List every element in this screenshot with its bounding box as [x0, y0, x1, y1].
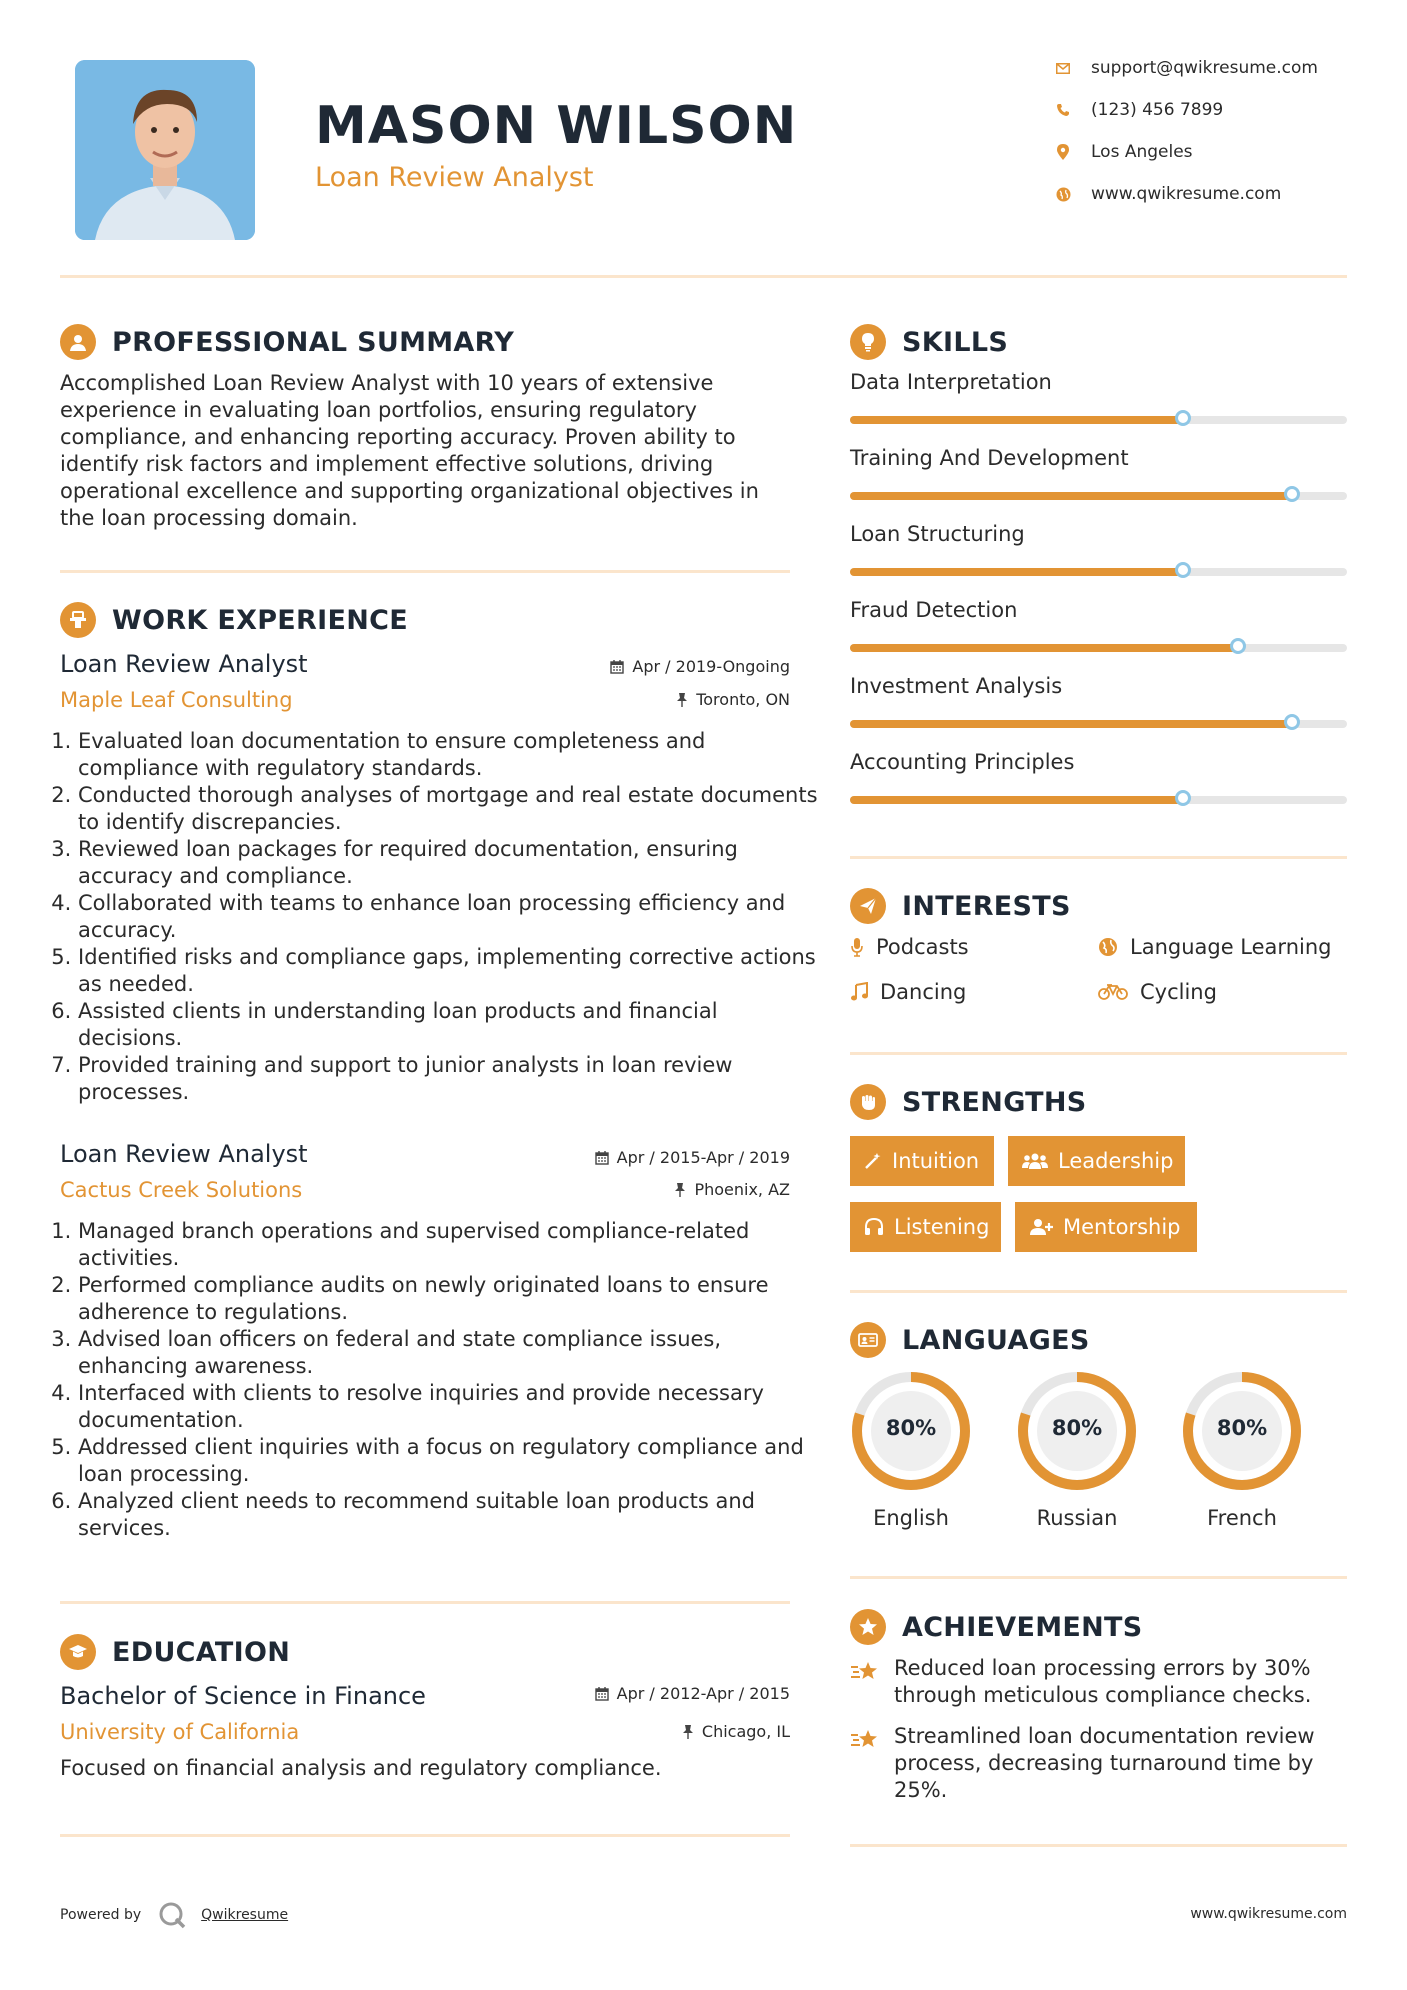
user-icon — [60, 324, 96, 360]
contact-website-text: www.qwikresume.com — [1091, 184, 1282, 204]
strengths-heading — [850, 1084, 1087, 1120]
calendar-icon — [595, 1151, 609, 1165]
strength-label: Intuition — [892, 1149, 980, 1173]
summary-text: Accomplished Loan Review Analyst with 10 years of extensive experience in evaluating loan portfolios, ensuring regulatory compliance, and enhancing reporting accuracy. Proven ability to identify risk factors and implement effective solutions, driving operational excellence and supporting organizational objectives in the loan processing domain. — [60, 371, 759, 530]
paper-plane-icon — [850, 888, 886, 924]
education-title: EDUCATION — [112, 1636, 291, 1668]
job-2-location-text: Phoenix, AZ — [694, 1180, 790, 1199]
experience-heading — [60, 602, 408, 638]
skill-bar-fill — [850, 796, 1183, 804]
job-2-duty: 3. Advised loan officers on federal and state compliance issues, enhancing awareness. — [78, 1326, 818, 1380]
skill-bar-knob — [1284, 714, 1300, 730]
education-degree: Bachelor of Science in Finance — [60, 1682, 426, 1710]
contact-phone-text: (123) 456 7899 — [1091, 100, 1224, 120]
interests-heading — [850, 888, 1071, 924]
skill-bar — [850, 644, 1347, 652]
job-1-duty: 4. Collaborated with teams to enhance loan processing efficiency and accuracy. — [78, 890, 818, 944]
job-1-location-text: Toronto, ON — [696, 690, 790, 709]
envelope-icon — [1055, 60, 1071, 76]
interest-podcasts — [850, 935, 969, 959]
interests-divider — [850, 1052, 1347, 1055]
job-2-title: Loan Review Analyst — [60, 1140, 308, 1168]
bicycle-icon — [1098, 983, 1128, 1001]
job-2-duty: 4. Interfaced with clients to resolve inquiries and provide necessary documentation. — [78, 1380, 818, 1434]
job-2-duty: 5. Addressed client inquiries with a focus on regulatory compliance and loan processing. — [78, 1434, 818, 1488]
strength-intuition — [850, 1136, 994, 1186]
job-2-dates-text: Apr / 2015-Apr / 2019 — [616, 1148, 790, 1167]
education-dates — [595, 1684, 790, 1703]
language-percent: 80% — [1216, 1416, 1268, 1440]
job-1-dates — [610, 657, 790, 676]
globe-icon — [1055, 186, 1071, 202]
job-1-duty: 3. Reviewed loan packages for required documentation, ensuring accuracy and compliance. — [78, 836, 818, 890]
achievement-text: Streamlined loan documentation review process, decreasing turnaround time by 25%. — [894, 1724, 1315, 1802]
skill-label: Fraud Detection — [850, 598, 1018, 622]
achievement-item — [850, 1723, 1347, 1804]
skill-bar-fill — [850, 568, 1183, 576]
interests-title: INTERESTS — [902, 890, 1071, 922]
job-1-duty: 1. Evaluated loan documentation to ensure completeness and compliance with regulatory standards. — [78, 728, 818, 782]
skill-bar-fill — [850, 416, 1183, 424]
languages-divider — [850, 1576, 1347, 1579]
headphones-icon — [864, 1218, 884, 1236]
strength-label: Listening — [894, 1215, 990, 1239]
skill-bar — [850, 720, 1347, 728]
candidate-name: MASON WILSON — [315, 96, 798, 156]
interest-label: Language Learning — [1130, 935, 1332, 959]
job-1-duty: 2. Conducted thorough analyses of mortgage and real estate documents to identify discrepancies. — [78, 782, 818, 836]
skill-bar-knob — [1175, 410, 1191, 426]
contact-website[interactable] — [1055, 184, 1281, 204]
qwikresume-logo-icon — [157, 1900, 187, 1930]
strength-label: Mentorship — [1063, 1215, 1181, 1239]
contact-location-text: Los Angeles — [1091, 142, 1193, 162]
skills-title: SKILLS — [902, 326, 1009, 358]
brand-link[interactable]: Qwikresume — [201, 1907, 289, 1923]
language-name: Russian — [1036, 1506, 1118, 1530]
job-1-duty: 6. Assisted clients in understanding loan products and financial decisions. — [78, 998, 818, 1052]
skill-label: Training And Development — [850, 446, 1129, 470]
achievements-title: ACHIEVEMENTS — [902, 1611, 1143, 1643]
pushpin-icon — [676, 693, 688, 707]
interest-language-learning — [1098, 935, 1331, 959]
experience-title: WORK EXPERIENCE — [112, 604, 408, 636]
interest-dancing — [850, 980, 966, 1004]
skill-bar — [850, 796, 1347, 804]
job-1-company: Maple Leaf Consulting — [60, 688, 293, 712]
language-name: French — [1207, 1506, 1277, 1530]
calendar-icon — [595, 1687, 609, 1701]
music-icon — [850, 982, 868, 1002]
job-2-company: Cactus Creek Solutions — [60, 1178, 303, 1202]
candidate-title: Loan Review Analyst — [315, 162, 594, 193]
skill-bar — [850, 492, 1347, 500]
globe-icon — [1098, 937, 1118, 957]
job-2-duty: 1. Managed branch operations and supervised compliance-related activities. — [78, 1218, 818, 1272]
education-location-text: Chicago, IL — [701, 1722, 790, 1741]
shooting-star-icon — [850, 1659, 880, 1683]
education-location — [682, 1722, 790, 1741]
skill-bar — [850, 416, 1347, 424]
strengths-divider — [850, 1290, 1347, 1293]
interest-cycling — [1098, 980, 1217, 1004]
briefcase-icon — [60, 602, 96, 638]
pushpin-icon — [674, 1183, 686, 1197]
strength-mentorship — [1015, 1202, 1197, 1252]
phone-icon — [1055, 102, 1071, 118]
users-icon — [1022, 1152, 1048, 1170]
summary-heading — [60, 324, 514, 360]
education-divider — [60, 1834, 790, 1837]
job-2-duty: 2. Performed compliance audits on newly originated loans to ensure adherence to regulations. — [78, 1272, 818, 1326]
skill-bar-fill — [850, 644, 1238, 652]
language-name: English — [873, 1506, 949, 1530]
id-card-icon — [850, 1322, 886, 1358]
interest-label: Cycling — [1140, 980, 1217, 1004]
magic-wand-icon — [864, 1152, 882, 1170]
microphone-icon — [850, 937, 864, 957]
skills-divider — [850, 856, 1347, 859]
star-badge-icon — [850, 1609, 886, 1645]
interest-label: Dancing — [880, 980, 967, 1004]
education-dates-text: Apr / 2012-Apr / 2015 — [616, 1684, 790, 1703]
job-1-duty: 5. Identified risks and compliance gaps, implementing corrective actions as needed. — [78, 944, 818, 998]
skill-bar-fill — [850, 720, 1292, 728]
job-2-dates — [595, 1148, 790, 1167]
job-1-location — [676, 690, 790, 709]
skill-bar-knob — [1230, 638, 1246, 654]
achievements-heading — [850, 1609, 1143, 1645]
skills-heading — [850, 324, 1008, 360]
summary-title: PROFESSIONAL SUMMARY — [112, 326, 515, 358]
job-2-duties — [60, 1218, 818, 1542]
skill-bar — [850, 568, 1347, 576]
footer-website[interactable]: www.qwikresume.com — [1190, 1906, 1347, 1922]
strengths-title: STRENGTHS — [902, 1086, 1087, 1118]
skill-bar-knob — [1175, 562, 1191, 578]
job-1-duty: 7. Provided training and support to junior analysts in loan review processes. — [78, 1052, 818, 1106]
contact-email-text: support@qwikresume.com — [1091, 58, 1318, 78]
footer-powered-by — [60, 1900, 288, 1930]
fist-icon — [850, 1084, 886, 1120]
skill-bar-knob — [1175, 790, 1191, 806]
education-description: Focused on financial analysis and regulatory compliance. — [60, 1756, 662, 1780]
map-marker-icon — [1055, 144, 1071, 160]
contact-phone[interactable] — [1055, 100, 1223, 120]
interest-label: Podcasts — [876, 935, 969, 959]
calendar-icon — [610, 660, 624, 674]
job-1-title: Loan Review Analyst — [60, 650, 308, 678]
job-2-duty: 6. Analyzed client needs to recommend suitable loan products and services. — [78, 1488, 818, 1542]
skill-label: Data Interpretation — [850, 370, 1052, 394]
contact-location — [1055, 142, 1193, 162]
contact-email[interactable] — [1055, 58, 1318, 78]
education-heading — [60, 1634, 290, 1670]
strength-leadership — [1008, 1136, 1185, 1186]
strength-label: Leadership — [1058, 1149, 1174, 1173]
skill-label: Accounting Principles — [850, 750, 1075, 774]
achievements-divider — [850, 1844, 1347, 1847]
skill-bar-knob — [1284, 486, 1300, 502]
strength-listening — [850, 1202, 1001, 1252]
achievement-item — [850, 1655, 1347, 1709]
pushpin-icon — [682, 1725, 694, 1739]
lightbulb-icon — [850, 324, 886, 360]
skill-label: Loan Structuring — [850, 522, 1025, 546]
header-divider — [60, 275, 1347, 278]
job-1-duties — [60, 728, 818, 1106]
experience-divider — [60, 1601, 790, 1604]
graduation-icon — [60, 1634, 96, 1670]
shooting-star-icon — [850, 1727, 880, 1751]
job-1-dates-text: Apr / 2019-Ongoing — [632, 657, 790, 676]
achievement-text: Reduced loan processing errors by 30% through meticulous compliance checks. — [894, 1656, 1312, 1707]
job-2-location — [674, 1180, 790, 1199]
languages-heading — [850, 1322, 1090, 1358]
profile-photo — [75, 60, 255, 240]
language-percent: 80% — [885, 1416, 937, 1440]
powered-by-label: Powered by — [60, 1907, 142, 1923]
skill-bar-fill — [850, 492, 1292, 500]
education-school: University of California — [60, 1720, 300, 1744]
summary-divider — [60, 570, 790, 573]
skill-label: Investment Analysis — [850, 674, 1063, 698]
user-plus-icon — [1029, 1218, 1053, 1236]
language-percent: 80% — [1051, 1416, 1103, 1440]
languages-title: LANGUAGES — [902, 1324, 1090, 1356]
